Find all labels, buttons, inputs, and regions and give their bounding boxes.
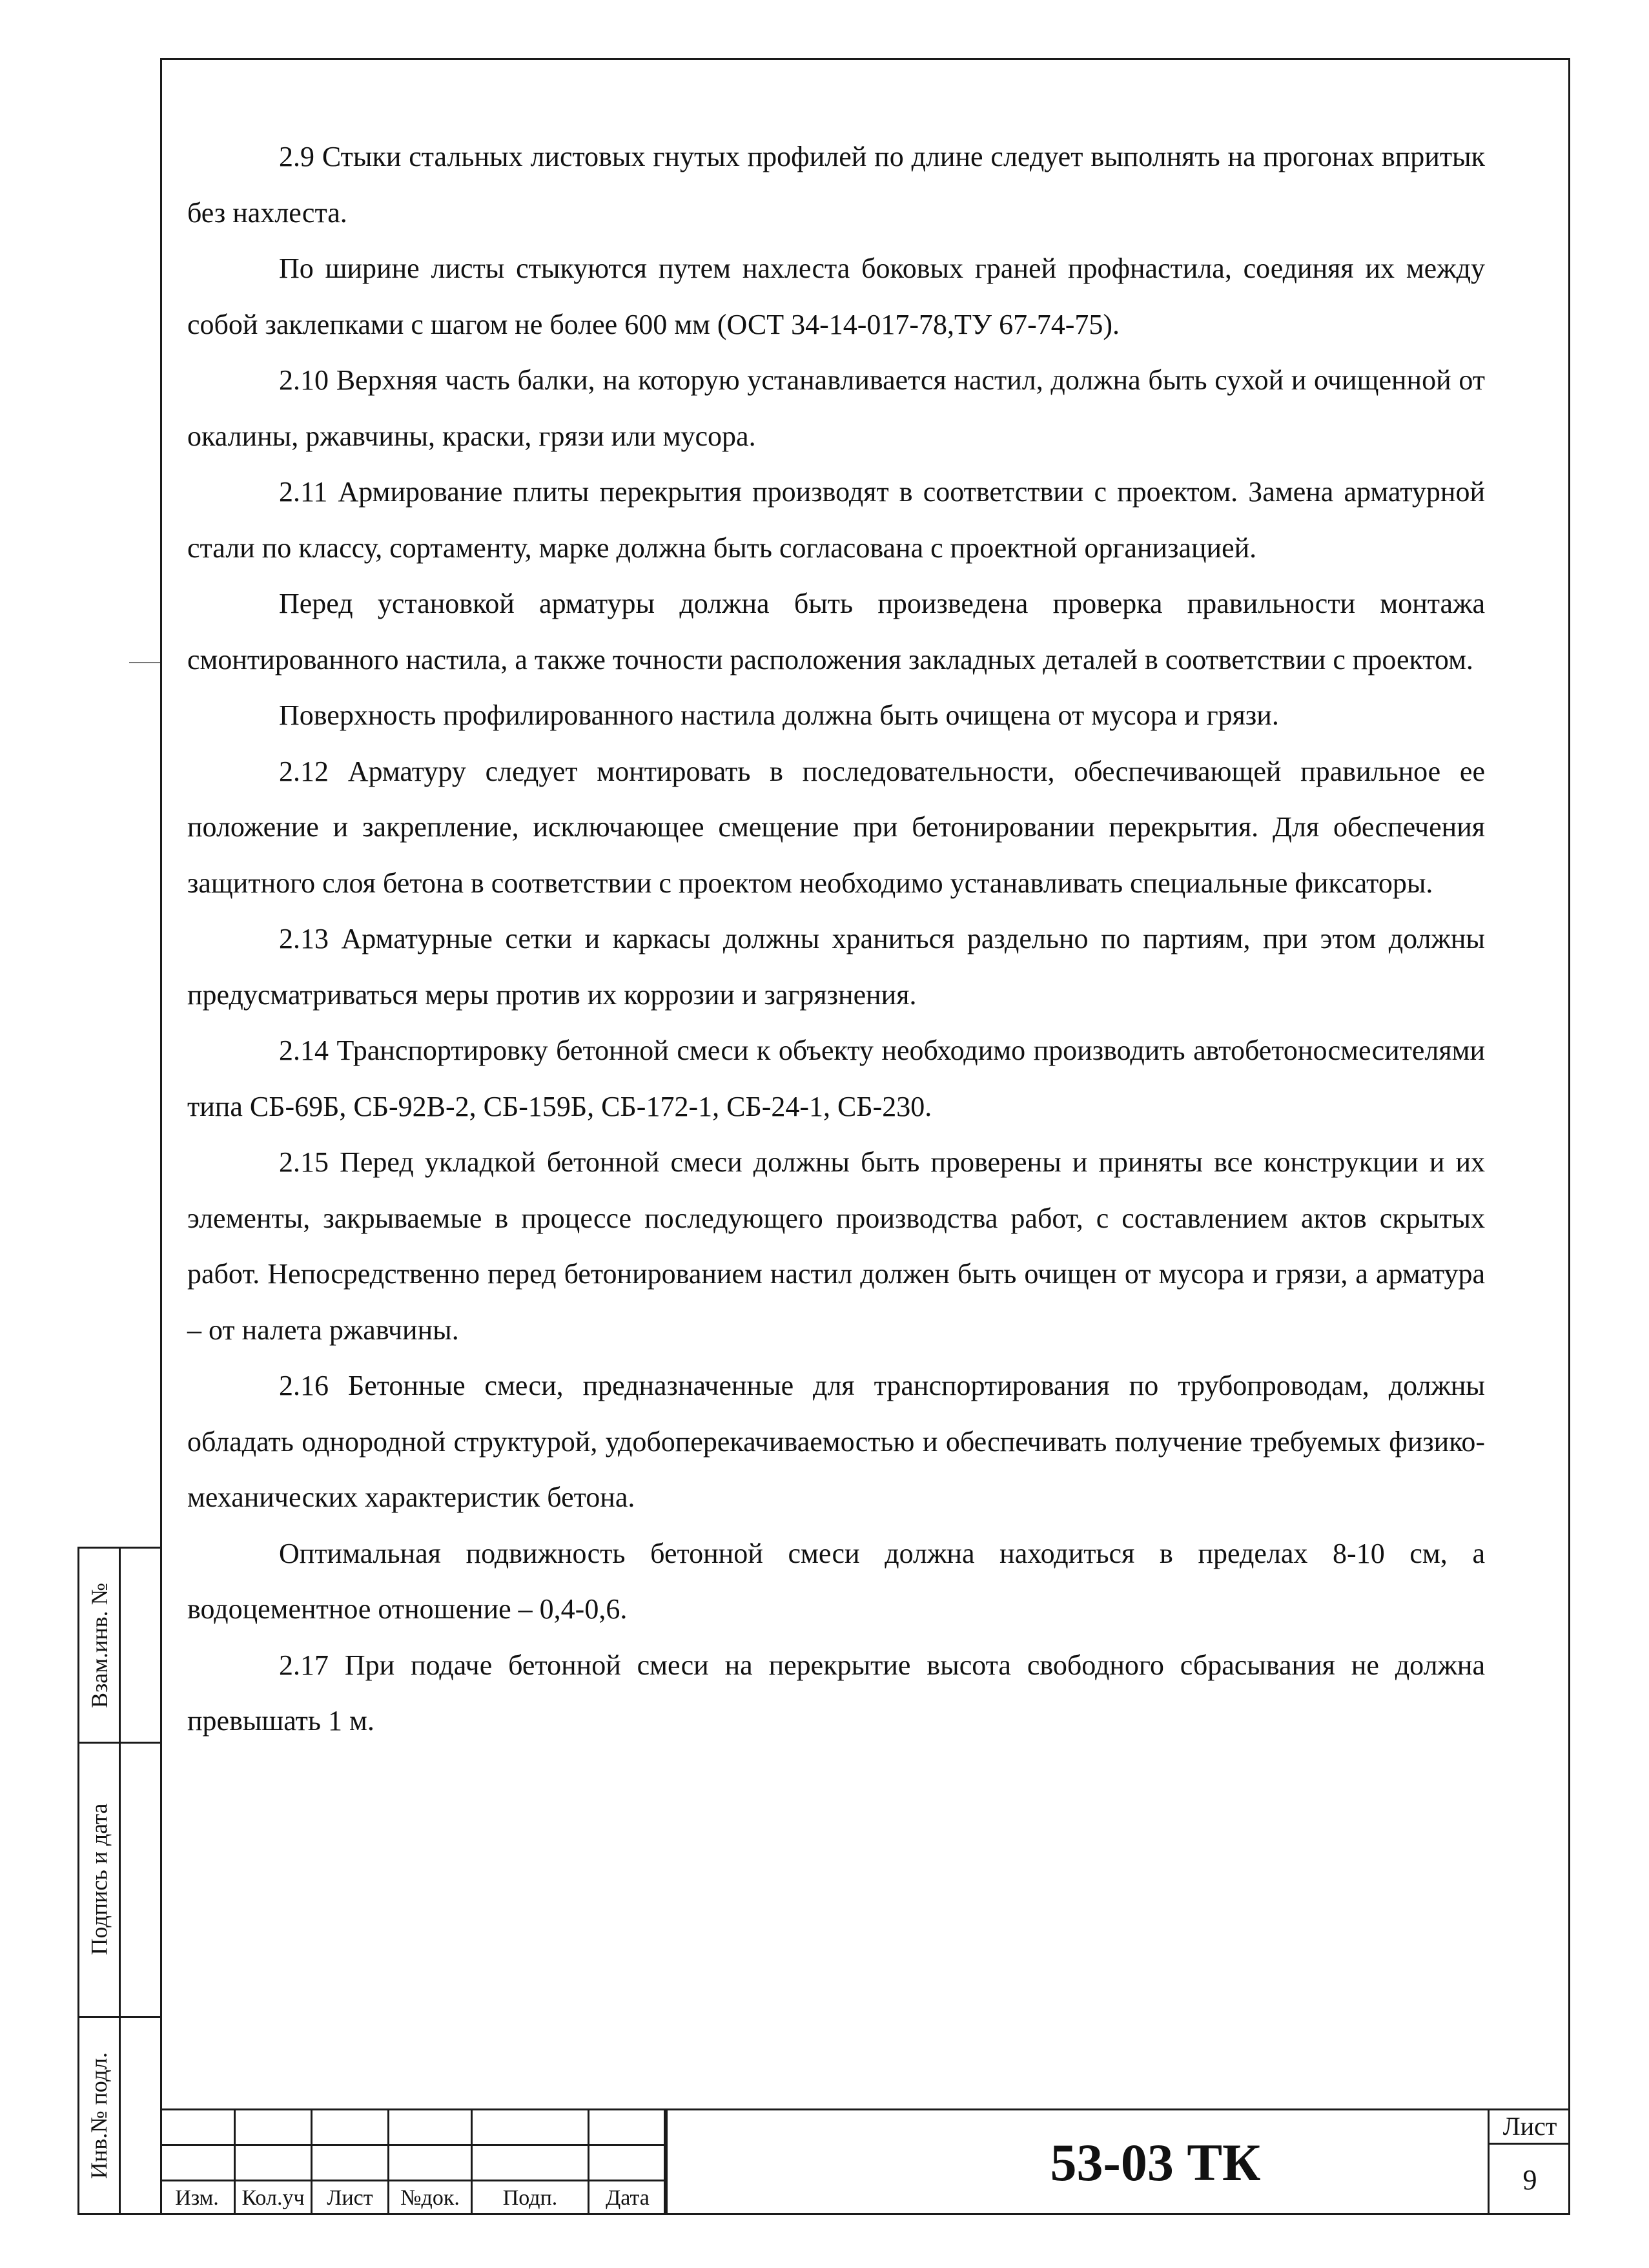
col-list: Лист [312, 2181, 389, 2216]
side-label-inv: Инв.№ подл. [86, 2052, 112, 2180]
margin-mark [129, 662, 160, 663]
paragraph-2-12: 2.12 Арматуру следует монтировать в последовательности, обеспечивающей правильное ее положение и закрепление, исключающее смещение при бетонировании перекрытия. Для обеспечения защитного слоя бетона в соответствии с проектом необходимо устанавливать специальные фиксаторы. [187, 755, 1485, 899]
col-podp: Подп. [472, 2181, 589, 2216]
sheet-number: 9 [1522, 2164, 1537, 2196]
col-data: Дата [589, 2181, 667, 2216]
col-izm: Изм. [160, 2181, 235, 2216]
side-label-vzam: Взам.инв. № [86, 1582, 112, 1708]
side-box-inv [77, 2016, 160, 2215]
title-block [160, 2108, 1570, 2215]
paragraph-2-17: 2.17 При подаче бетонной смеси на перекрытие высота свободного сбрасывания не должна превышать 1 м. [187, 1649, 1485, 1737]
paragraph-2-16: 2.16 Бетонные смеси, предназначенные для транспортирования по трубопроводам, должны обладать однородной структурой, удобоперекачиваемостью и обеспечивать получение требуемых физико-механических характеристик бетона. [187, 1370, 1485, 1513]
revision-table [160, 2110, 668, 2215]
side-box-podpis [77, 1742, 160, 2018]
col-ndok: №док. [389, 2181, 472, 2216]
paragraph-2-13: 2.13 Арматурные сетки и каркасы должны храниться раздельно по партиям, при этом должны предусматриваться меры против их коррозии и загрязнения. [187, 923, 1485, 1011]
side-label-podpis: Подпись и дата [86, 1803, 112, 1955]
paragraph-mobility: Оптимальная подвижность бетонной смеси должна находиться в пределах 8-10 см, а водоцементное отношение – 0,4-0,6. [187, 1537, 1485, 1625]
paragraph-width-joint: По ширине листы стыкуются путем нахлеста боковых граней профнастила, соединяя их между собой заклепками с шагом не более 600 мм (ОСТ 34-14-017-78,ТУ 67-74-75). [187, 253, 1485, 340]
sheet-label: Лист [1490, 2110, 1570, 2145]
side-box-vzam [77, 1547, 160, 1744]
paragraph-reinforcement-check: Перед установкой арматуры должна быть произведена проверка правильности монтажа смонтированного настила, а также точности расположения закладных деталей в соответствии с проектом. [187, 588, 1485, 675]
paragraph-2-9: 2.9 Стыки стальных листовых гнутых профилей по длине следует выполнять на прогонах впритык без нахлеста. [187, 141, 1485, 229]
document-code: 53-03 ТК [664, 2110, 1645, 2215]
document-body [187, 129, 1485, 1749]
paragraph-deck-surface: Поверхность профилированного настила должна быть очищена от мусора и грязи. [279, 699, 1279, 731]
col-kol-uch: Кол.уч [235, 2181, 312, 2216]
sheet-box [1488, 2110, 1570, 2215]
paragraph-2-10: 2.10 Верхняя часть балки, на которую устанавливается настил, должна быть сухой и очищенной от окалины, ржавчины, краски, грязи или мусора. [187, 364, 1485, 452]
paragraph-2-14: 2.14 Транспортировку бетонной смеси к объекту необходимо производить автобетоносмесителями типа СБ-69Б, СБ-92В-2, СБ-159Б, СБ-172-1, СБ-24-1, СБ-230. [187, 1035, 1485, 1122]
paragraph-2-15: 2.15 Перед укладкой бетонной смеси должны быть проверены и приняты все конструкции и их элементы, закрываемые в процессе последующего производства работ, с составлением актов скрытых работ. Непосредственно перед бетонированием настил должен быть очищен от мусора и грязи, а арматура – от налета ржавчины. [187, 1146, 1485, 1346]
paragraph-2-11: 2.11 Армирование плиты перекрытия производят в соответствии с проектом. Замена арматурной стали по классу, сортаменту, марке должна быть согласована с проектной организацией. [187, 476, 1485, 564]
